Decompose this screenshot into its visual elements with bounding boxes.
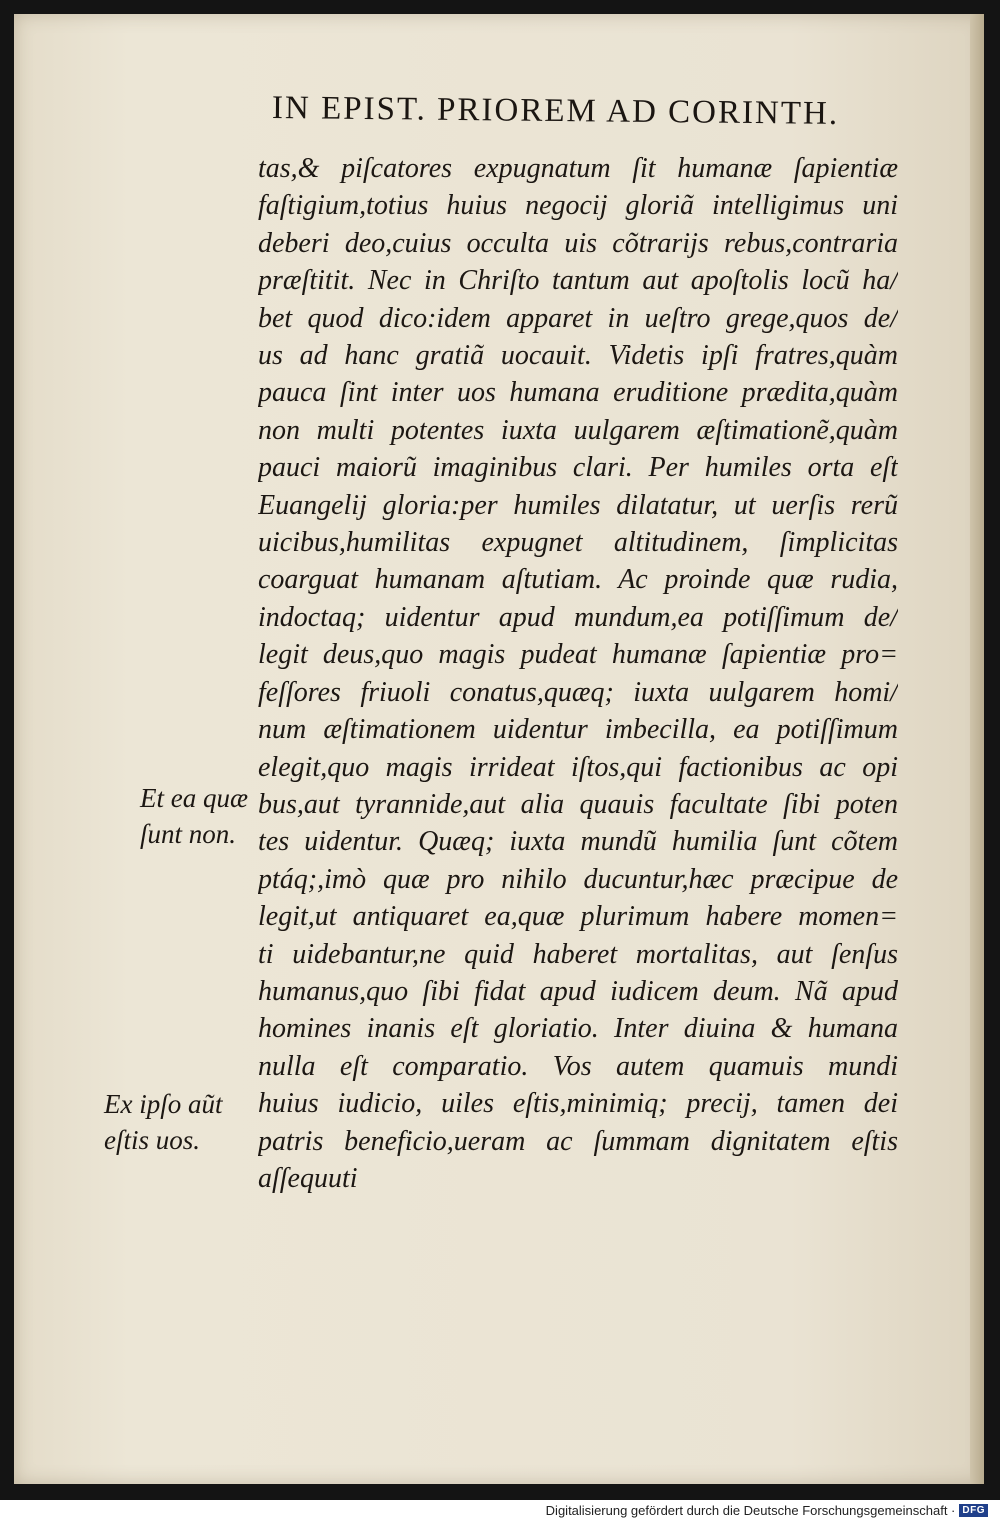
text-line: patris beneficio,ueram ac ſummam dignitatem eſtis <box>258 1125 898 1157</box>
margin-note-line: eſtis uos. <box>104 1125 201 1155</box>
text-line: us ad hanc gratiã uocauit. Videtis ipſi fratres,quàm <box>258 340 898 372</box>
text-line: num æſtimationem uidentur imbecilla, ea potiſſimum <box>258 714 898 746</box>
margin-note-line: Et ea quæ <box>140 783 248 813</box>
margin-note-line: Ex ipſo aũt <box>104 1089 223 1119</box>
text-line: ti uidebantur,ne quid haberet mortalitas, aut ſenſus <box>258 938 898 970</box>
credit-text: Digitalisierung gefördert durch die Deutsche Forschungsgemeinschaft · <box>545 1503 956 1518</box>
dfg-logo: DFG <box>959 1504 988 1517</box>
text-line: nulla eſt comparatio. Vos autem quamuis mundi <box>258 1050 898 1082</box>
text-line: humanus,quo ſibi fidat apud iudicem deum. Nã apud <box>258 975 898 1007</box>
text-line: tes uidentur. Quæq; iuxta mundũ humilia ſunt cõtem <box>258 826 898 858</box>
margin-note <box>140 780 248 852</box>
text-line: pauca ſint inter uos humana eruditione prædita,quàm <box>258 377 898 409</box>
text-line: coarguat humanam aſtutiam. Ac proinde quæ rudia, <box>258 564 898 596</box>
catchword: aſſequuti <box>258 1162 358 1194</box>
running-head: IN EPIST. PRIOREM AD CORINTH. <box>271 90 840 132</box>
text-line: indoctaq; uidentur apud mundum,ea potiſſimum de/ <box>258 601 898 633</box>
text-line: faſtigium,totius huius negocij gloriã intelligimus uni <box>258 190 898 222</box>
text-line: feſſores friuoli conatus,quæq; iuxta uulgarem homi/ <box>258 676 898 708</box>
text-line: tas,& piſcatores expugnatum ſit humanæ ſapientiæ <box>258 153 898 184</box>
margin-note-line: ſunt non. <box>140 819 237 849</box>
text-line: pauci maiorũ imaginibus clari. Per humiles orta eſt <box>258 452 898 484</box>
text-line: bet quod dico:idem apparet in ueſtro grege,quos de/ <box>258 302 898 334</box>
text-line: legit deus,quo magis pudeat humanæ ſapientiæ pro= <box>258 639 898 671</box>
text-line: non multi potentes iuxta uulgarem æſtimationẽ,quàm <box>258 414 898 446</box>
text-line: huius iudicio, uiles eſtis,minimiq; precij, tamen dei <box>258 1088 898 1120</box>
text-line: Euangelij gloria:per humiles dilatatur, ut uerſis rerũ <box>258 489 898 521</box>
text-line: elegit,quo magis irrideat iſtos,qui factionibus ac opi <box>258 751 898 783</box>
page-edge <box>970 14 984 1484</box>
margin-note <box>104 1086 222 1158</box>
text-line: ptáq;,imò quæ pro nihilo ducuntur,hæc præcipue de <box>258 863 898 895</box>
text-line: homines inanis eſt gloriatio. Inter diuina & humana <box>258 1013 898 1045</box>
text-line: uicibus,humilitas expugnet altitudinem, ſimplicitas <box>258 527 898 559</box>
text-line: deberi deo,cuius occulta uis cõtrarijs rebus,contraria <box>258 227 898 259</box>
text-line: legit,ut antiquaret ea,quæ plurimum habere momen= <box>258 901 898 933</box>
body-text <box>258 150 898 1197</box>
text-line: præſtitit. Nec in Chriſto tantum aut apoſtolis locũ ha/ <box>258 265 898 297</box>
digitization-credit <box>546 1503 988 1518</box>
text-line: bus,aut tyrannide,aut alia quauis facultate ſibi poten <box>258 788 898 820</box>
